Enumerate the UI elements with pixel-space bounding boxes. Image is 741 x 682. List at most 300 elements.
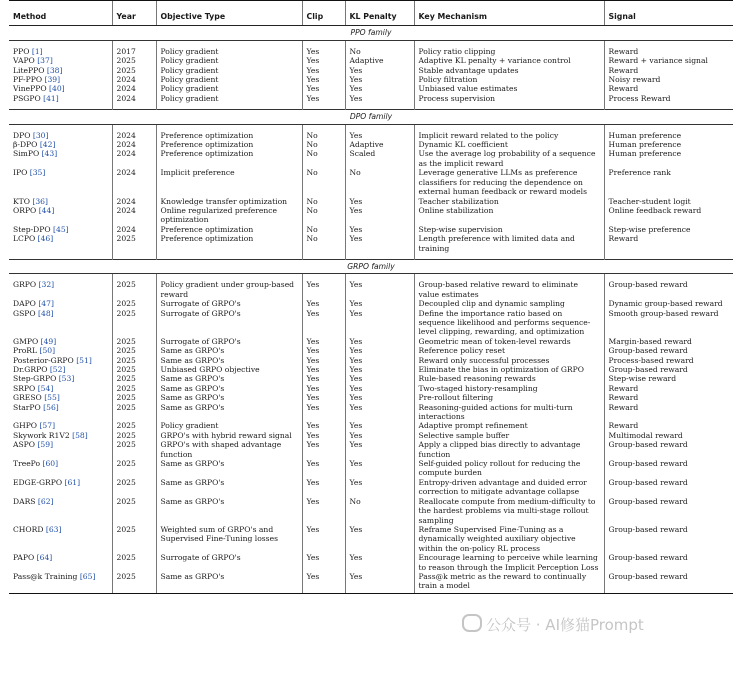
- cell-method: [9, 459, 112, 478]
- cell-year: 2025: [112, 309, 156, 337]
- cell-objective-type: Policy gradient: [156, 84, 302, 93]
- cell-year: 2025: [112, 525, 156, 553]
- method-name: Step-DPO: [13, 224, 51, 234]
- citation-link[interactable]: [35]: [29, 168, 46, 178]
- cell-method: [9, 337, 112, 346]
- cell-year: 2025: [112, 234, 156, 253]
- citation-link[interactable]: [65]: [79, 571, 96, 581]
- cell-method: [9, 94, 112, 103]
- cell-kl-penalty: Yes: [345, 309, 414, 337]
- cell-objective-type: Preference optimization: [156, 234, 302, 253]
- cell-year: 2025: [112, 365, 156, 374]
- cell-objective-type: Knowledge transfer optimization: [156, 197, 302, 206]
- cell-kl-penalty: Yes: [345, 384, 414, 393]
- cell-kl-penalty: Yes: [345, 66, 414, 75]
- cell-key-mechanism: Reasoning-guided actions for multi-turn interactions: [414, 403, 604, 422]
- cell-clip: Yes: [302, 384, 345, 393]
- cell-method: [9, 75, 112, 84]
- header-objective-type: Objective Type: [156, 1, 302, 26]
- cell-signal: Reward: [604, 403, 733, 422]
- cell-signal: Reward: [604, 393, 733, 402]
- cell-kl-penalty: Yes: [345, 572, 414, 593]
- cell-objective-type: Policy gradient: [156, 47, 302, 56]
- cell-method: [9, 299, 112, 308]
- citation-link[interactable]: [39]: [44, 75, 61, 85]
- cell-objective-type: Same as GRPO's: [156, 346, 302, 355]
- cell-signal: Group-based reward: [604, 497, 733, 525]
- cell-year: 2025: [112, 66, 156, 75]
- family-header-row: [9, 110, 733, 124]
- cell-method: [9, 197, 112, 206]
- cell-year: 2025: [112, 572, 156, 593]
- method-name: PAPO: [13, 553, 35, 563]
- cell-kl-penalty: Adaptive: [345, 56, 414, 65]
- table-row: [9, 356, 733, 365]
- cell-key-mechanism: Eliminate the bias in optimization of GRPO: [414, 365, 604, 374]
- cell-objective-type: Same as GRPO's: [156, 393, 302, 402]
- citation-link[interactable]: [53]: [58, 374, 75, 384]
- cell-objective-type: Preference optimization: [156, 149, 302, 168]
- cell-key-mechanism: Policy filtration: [414, 75, 604, 84]
- cell-kl-penalty: Yes: [345, 393, 414, 402]
- method-name: ASPO: [13, 440, 36, 450]
- cell-signal: Reward: [604, 84, 733, 93]
- table-row: [9, 553, 733, 572]
- cell-year: 2024: [112, 131, 156, 140]
- table-row: [9, 525, 733, 553]
- cell-signal: Group-based reward: [604, 280, 733, 299]
- cell-signal: Process-based reward: [604, 356, 733, 365]
- cell-kl-penalty: Adaptive: [345, 140, 414, 149]
- citation-link[interactable]: [32]: [38, 280, 55, 290]
- method-name: VinePPO: [13, 84, 47, 94]
- citation-link[interactable]: [48]: [38, 308, 54, 318]
- method-name: Step-GRPO: [13, 374, 57, 384]
- cell-method: [9, 421, 112, 430]
- cell-key-mechanism: Policy ratio clipping: [414, 47, 604, 56]
- cell-signal: Process Reward: [604, 94, 733, 103]
- cell-key-mechanism: Reference policy reset: [414, 346, 604, 355]
- cell-kl-penalty: Yes: [345, 234, 414, 253]
- method-name: SRPO: [13, 383, 36, 393]
- cell-objective-type: GRPO's with shaped advantage function: [156, 440, 302, 459]
- cell-method: [9, 84, 112, 93]
- header-key-mechanism: Key Mechanism: [414, 1, 604, 26]
- cell-key-mechanism: Reallocate compute from medium-difficulty to the hardest problems via multi-stage rollout sampling: [414, 497, 604, 525]
- method-name: Posterior-GRPO: [13, 355, 74, 365]
- cell-clip: Yes: [302, 431, 345, 440]
- citation-link[interactable]: [44]: [38, 205, 55, 215]
- cell-method: [9, 393, 112, 402]
- cell-kl-penalty: Yes: [345, 206, 414, 225]
- cell-year: 2024: [112, 140, 156, 149]
- citation-link[interactable]: [41]: [43, 93, 59, 103]
- citation-link[interactable]: [49]: [40, 336, 57, 346]
- table-row: [9, 197, 733, 206]
- cell-year: 2024: [112, 94, 156, 103]
- table-row: [9, 431, 733, 440]
- cell-signal: Noisy reward: [604, 75, 733, 84]
- cell-key-mechanism: Define the importance ratio based on sequence likelihood and performs sequence-level clipping, rewarding, and optimization: [414, 309, 604, 337]
- cell-kl-penalty: Yes: [345, 75, 414, 84]
- cell-key-mechanism: Dynamic KL coefficient: [414, 140, 604, 149]
- cell-year: 2024: [112, 84, 156, 93]
- cell-method: [9, 56, 112, 65]
- table-row: [9, 234, 733, 253]
- table-row: [9, 140, 733, 149]
- method-name: β-DPO: [13, 140, 38, 150]
- cell-key-mechanism: Stable advantage updates: [414, 66, 604, 75]
- cell-kl-penalty: Yes: [345, 197, 414, 206]
- cell-signal: Human preference: [604, 140, 733, 149]
- header-method: Method: [9, 1, 112, 26]
- method-name: CHORD: [13, 524, 44, 534]
- table-body: [9, 26, 733, 593]
- table-row: [9, 497, 733, 525]
- cell-clip: No: [302, 225, 345, 234]
- cell-year: 2017: [112, 47, 156, 56]
- cell-year: 2025: [112, 374, 156, 383]
- cell-year: 2025: [112, 337, 156, 346]
- cell-signal: Online feedback reward: [604, 206, 733, 225]
- cell-year: 2025: [112, 384, 156, 393]
- cell-kl-penalty: Yes: [345, 365, 414, 374]
- cell-year: 2025: [112, 403, 156, 422]
- cell-method: [9, 66, 112, 75]
- cell-year: 2025: [112, 299, 156, 308]
- table-row: [9, 309, 733, 337]
- cell-signal: Reward + variance signal: [604, 56, 733, 65]
- cell-clip: No: [302, 197, 345, 206]
- citation-link[interactable]: [59]: [37, 440, 54, 450]
- cell-method: [9, 280, 112, 299]
- cell-clip: Yes: [302, 459, 345, 478]
- citation-link[interactable]: [55]: [44, 393, 60, 403]
- table-row: [9, 478, 733, 497]
- family-header-row: [9, 259, 733, 273]
- cell-clip: Yes: [302, 421, 345, 430]
- citation-link[interactable]: [45]: [53, 224, 69, 234]
- cell-year: 2025: [112, 478, 156, 497]
- family-title: GRPO family: [9, 259, 733, 273]
- cell-key-mechanism: Reframe Supervised Fine-Tuning as a dynamically weighted auxiliary objective within the on-policy RL process: [414, 525, 604, 553]
- cell-signal: Teacher-student logit: [604, 197, 733, 206]
- citation-link[interactable]: [43]: [41, 149, 58, 159]
- cell-objective-type: Surrogate of GRPO's: [156, 553, 302, 572]
- cell-method: [9, 440, 112, 459]
- cell-clip: No: [302, 206, 345, 225]
- citation-link[interactable]: [57]: [39, 421, 56, 431]
- method-name: GRESO: [13, 393, 42, 403]
- method-name: Dr.GRPO: [13, 365, 48, 374]
- method-name: PSGPO: [13, 93, 41, 103]
- cell-signal: Reward: [604, 384, 733, 393]
- cell-year: 2024: [112, 197, 156, 206]
- method-name: PF-PPO: [13, 75, 43, 85]
- header-signal: Signal: [604, 1, 733, 26]
- cell-key-mechanism: Two-staged history-resampling: [414, 384, 604, 393]
- cell-signal: Group-based reward: [604, 440, 733, 459]
- citation-link[interactable]: [62]: [37, 496, 54, 506]
- cell-method: [9, 168, 112, 196]
- cell-signal: Group-based reward: [604, 553, 733, 572]
- header-year: Year: [112, 1, 156, 26]
- table-row: [9, 440, 733, 459]
- table-row: [9, 365, 733, 374]
- cell-clip: Yes: [302, 66, 345, 75]
- cell-method: [9, 478, 112, 497]
- table-row: [9, 56, 733, 65]
- cell-clip: Yes: [302, 440, 345, 459]
- cell-key-mechanism: Adaptive prompt refinement: [414, 421, 604, 430]
- citation-link[interactable]: [47]: [38, 299, 54, 309]
- cell-year: 2024: [112, 168, 156, 196]
- citation-link[interactable]: [51]: [76, 355, 92, 365]
- cell-clip: Yes: [302, 553, 345, 572]
- cell-signal: Reward: [604, 47, 733, 56]
- cell-objective-type: Same as GRPO's: [156, 572, 302, 593]
- cell-key-mechanism: Adaptive KL penalty + variance control: [414, 56, 604, 65]
- cell-year: 2024: [112, 206, 156, 225]
- table-row: [9, 421, 733, 430]
- cell-year: 2025: [112, 459, 156, 478]
- cell-year: 2025: [112, 346, 156, 355]
- cell-key-mechanism: Pre-rollout filtering: [414, 393, 604, 402]
- cell-key-mechanism: Encourage learning to perceive while learning to reason through the Implicit Perception Loss: [414, 553, 604, 572]
- cell-objective-type: Same as GRPO's: [156, 403, 302, 422]
- cell-clip: Yes: [302, 393, 345, 402]
- cell-signal: Human preference: [604, 131, 733, 140]
- cell-signal: Group-based reward: [604, 572, 733, 593]
- cell-signal: Step-wise preference: [604, 225, 733, 234]
- cell-method: [9, 365, 112, 374]
- methods-comparison-table: [9, 0, 733, 594]
- cell-clip: Yes: [302, 94, 345, 103]
- cell-year: 2025: [112, 280, 156, 299]
- method-name: DAPO: [13, 299, 36, 309]
- cell-key-mechanism: Length preference with limited data and training: [414, 234, 604, 253]
- cell-objective-type: Unbiased GRPO objective: [156, 365, 302, 374]
- cell-clip: Yes: [302, 56, 345, 65]
- cell-kl-penalty: Yes: [345, 459, 414, 478]
- cell-method: [9, 234, 112, 253]
- cell-clip: Yes: [302, 374, 345, 383]
- cell-objective-type: Same as GRPO's: [156, 356, 302, 365]
- cell-clip: Yes: [302, 280, 345, 299]
- cell-year: 2025: [112, 553, 156, 572]
- cell-signal: Group-based reward: [604, 525, 733, 553]
- cell-clip: Yes: [302, 403, 345, 422]
- method-name: DARS: [13, 496, 36, 506]
- cell-signal: Reward: [604, 234, 733, 253]
- cell-kl-penalty: Yes: [345, 346, 414, 355]
- table-row: [9, 384, 733, 393]
- cell-objective-type: Implicit preference: [156, 168, 302, 196]
- method-name: GSPO: [13, 308, 36, 318]
- cell-objective-type: Surrogate of GRPO's: [156, 337, 302, 346]
- cell-objective-type: Policy gradient: [156, 56, 302, 65]
- cell-clip: Yes: [302, 47, 345, 56]
- method-name: DPO: [13, 130, 31, 140]
- cell-year: 2025: [112, 393, 156, 402]
- cell-key-mechanism: Implicit reward related to the policy: [414, 131, 604, 140]
- citation-link[interactable]: [56]: [43, 402, 59, 412]
- cell-objective-type: Surrogate of GRPO's: [156, 309, 302, 337]
- cell-kl-penalty: Yes: [345, 299, 414, 308]
- cell-signal: Multimodal reward: [604, 431, 733, 440]
- citation-link[interactable]: [46]: [37, 234, 54, 244]
- cell-objective-type: Preference optimization: [156, 225, 302, 234]
- cell-clip: Yes: [302, 525, 345, 553]
- cell-method: [9, 346, 112, 355]
- cell-objective-type: Preference optimization: [156, 140, 302, 149]
- cell-key-mechanism: Reward only successful processes: [414, 356, 604, 365]
- table-row: [9, 84, 733, 93]
- cell-signal: Dynamic group-based reward: [604, 299, 733, 308]
- cell-clip: No: [302, 168, 345, 196]
- table-row: [9, 374, 733, 383]
- cell-method: [9, 356, 112, 365]
- cell-key-mechanism: Selective sample buffer: [414, 431, 604, 440]
- cell-objective-type: Policy gradient: [156, 94, 302, 103]
- cell-clip: Yes: [302, 572, 345, 593]
- cell-objective-type: Weighted sum of GRPO's and Supervised Fine-Tuning losses: [156, 525, 302, 553]
- table-row: [9, 47, 733, 56]
- watermark: [462, 614, 644, 635]
- citation-link[interactable]: [42]: [39, 140, 56, 150]
- cell-method: [9, 431, 112, 440]
- table-row: [9, 459, 733, 478]
- citation-link[interactable]: [50]: [39, 346, 56, 356]
- cell-key-mechanism: Step-wise supervision: [414, 225, 604, 234]
- table-row: [9, 66, 733, 75]
- cell-objective-type: Same as GRPO's: [156, 478, 302, 497]
- cell-method: [9, 374, 112, 383]
- cell-clip: Yes: [302, 497, 345, 525]
- cell-key-mechanism: Process supervision: [414, 94, 604, 103]
- cell-objective-type: Preference optimization: [156, 131, 302, 140]
- method-name: TreePo: [13, 459, 41, 469]
- cell-clip: Yes: [302, 356, 345, 365]
- cell-key-mechanism: Decoupled clip and dynamic sampling: [414, 299, 604, 308]
- cell-kl-penalty: Yes: [345, 525, 414, 553]
- cell-kl-penalty: Yes: [345, 337, 414, 346]
- header-row: [9, 1, 733, 26]
- cell-kl-penalty: Scaled: [345, 149, 414, 168]
- citation-link[interactable]: [37]: [37, 56, 53, 66]
- cell-year: 2025: [112, 431, 156, 440]
- citation-link[interactable]: [38]: [46, 65, 63, 75]
- cell-kl-penalty: No: [345, 497, 414, 525]
- cell-kl-penalty: No: [345, 47, 414, 56]
- method-name: GRPO: [13, 280, 37, 290]
- cell-clip: Yes: [302, 84, 345, 93]
- cell-kl-penalty: Yes: [345, 431, 414, 440]
- citation-link[interactable]: [63]: [45, 524, 62, 534]
- cell-year: 2025: [112, 356, 156, 365]
- header-kl-penalty: KL Penalty: [345, 1, 414, 26]
- table-row: [9, 346, 733, 355]
- citation-link[interactable]: [40]: [49, 84, 65, 94]
- cell-method: [9, 553, 112, 572]
- cell-year: 2024: [112, 225, 156, 234]
- cell-kl-penalty: Yes: [345, 84, 414, 93]
- method-name: EDGE-GRPO: [13, 477, 63, 487]
- cell-kl-penalty: Yes: [345, 421, 414, 430]
- table-row: [9, 280, 733, 299]
- cell-key-mechanism: Apply a clipped bias directly to advantage function: [414, 440, 604, 459]
- cell-signal: Step-wise reward: [604, 374, 733, 383]
- cell-objective-type: Policy gradient under group-based reward: [156, 280, 302, 299]
- cell-clip: Yes: [302, 337, 345, 346]
- cell-method: [9, 149, 112, 168]
- cell-signal: Group-based reward: [604, 346, 733, 355]
- table-row: [9, 393, 733, 402]
- citation-link[interactable]: [54]: [37, 383, 54, 393]
- table-row: [9, 403, 733, 422]
- citation-link[interactable]: [1]: [31, 46, 43, 56]
- cell-kl-penalty: Yes: [345, 94, 414, 103]
- citation-link[interactable]: [30]: [32, 130, 49, 140]
- cell-objective-type: Surrogate of GRPO's: [156, 299, 302, 308]
- cell-clip: Yes: [302, 365, 345, 374]
- cell-method: [9, 206, 112, 225]
- cell-clip: No: [302, 234, 345, 253]
- cell-objective-type: Same as GRPO's: [156, 497, 302, 525]
- table-row: [9, 572, 733, 593]
- cell-kl-penalty: Yes: [345, 225, 414, 234]
- cell-signal: Group-based reward: [604, 365, 733, 374]
- citation-link[interactable]: [64]: [36, 553, 53, 563]
- cell-signal: Preference rank: [604, 168, 733, 196]
- cell-year: 2024: [112, 75, 156, 84]
- cell-method: [9, 47, 112, 56]
- cell-method: [9, 309, 112, 337]
- cell-key-mechanism: Geometric mean of token-level rewards: [414, 337, 604, 346]
- method-name: StarPO: [13, 402, 41, 412]
- method-name: PPO: [13, 46, 30, 56]
- cell-objective-type: Same as GRPO's: [156, 384, 302, 393]
- table-row: [9, 337, 733, 346]
- cell-key-mechanism: Entropy-driven advantage and duided error correction to mitigate advantage collapse: [414, 478, 604, 497]
- cell-kl-penalty: Yes: [345, 440, 414, 459]
- citation-link[interactable]: [52]: [49, 365, 66, 374]
- cell-signal: Reward: [604, 66, 733, 75]
- table-row: [9, 299, 733, 308]
- citation-link[interactable]: [60]: [42, 459, 59, 469]
- table-row: [9, 131, 733, 140]
- cell-kl-penalty: Yes: [345, 374, 414, 383]
- method-name: ProRL: [13, 346, 38, 356]
- cell-method: [9, 225, 112, 234]
- watermark-text: 公众号 · AI修猫Prompt: [486, 616, 644, 634]
- cell-signal: Group-based reward: [604, 459, 733, 478]
- citation-link[interactable]: [61]: [64, 477, 81, 487]
- cell-signal: Group-based reward: [604, 478, 733, 497]
- table-row: [9, 94, 733, 103]
- cell-key-mechanism: Use the average log probability of a sequence as the implicit reward: [414, 149, 604, 168]
- cell-year: 2025: [112, 440, 156, 459]
- cell-key-mechanism: Leverage generative LLMs as preference classifiers for reducing the dependence on external human feedback or reward models: [414, 168, 604, 196]
- cell-year: 2025: [112, 497, 156, 525]
- cell-clip: Yes: [302, 309, 345, 337]
- cell-clip: No: [302, 131, 345, 140]
- cell-objective-type: Same as GRPO's: [156, 459, 302, 478]
- citation-link[interactable]: [36]: [32, 196, 48, 206]
- cell-clip: No: [302, 149, 345, 168]
- table-row: [9, 149, 733, 168]
- citation-link[interactable]: [58]: [72, 430, 88, 440]
